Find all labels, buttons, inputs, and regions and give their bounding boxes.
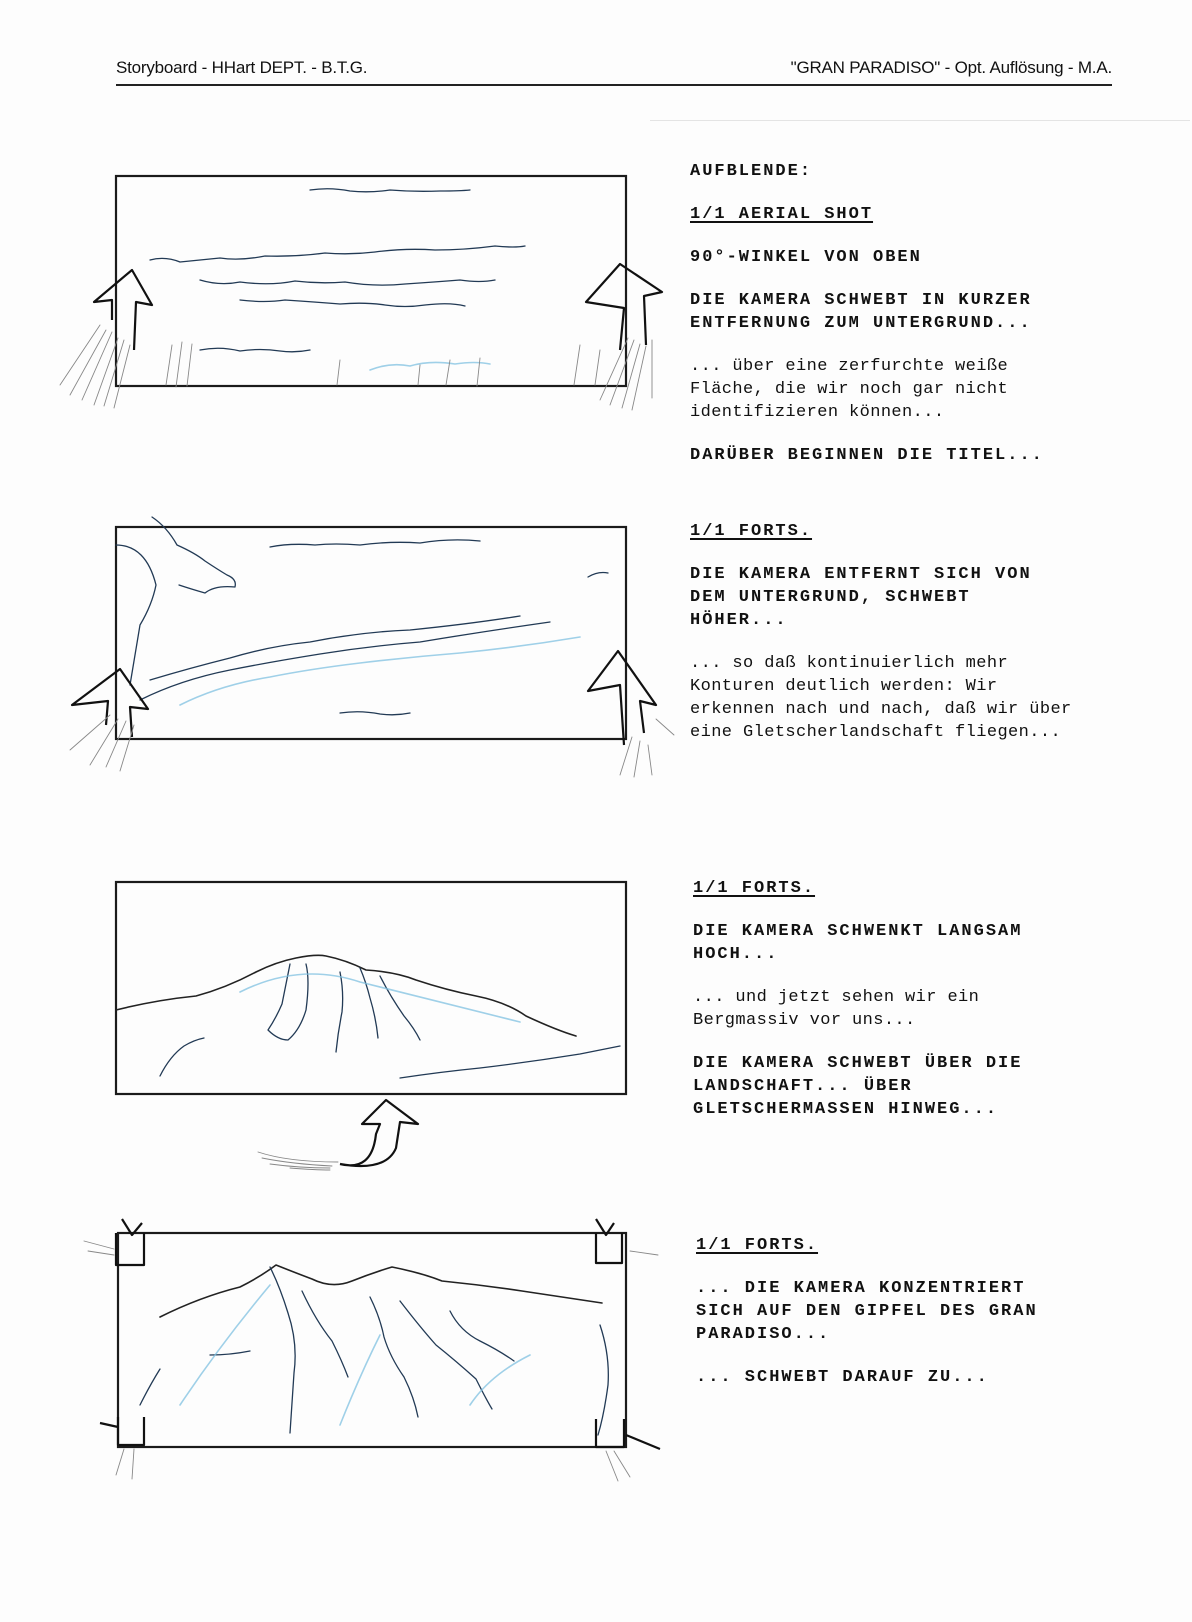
header-right-text: "GRAN PARADISO" - Opt. Auflösung - M.A. xyxy=(790,58,1112,77)
panel-2-direction: DIE KAMERA ENTFERNT SICH VON DEM UNTERGRUND, SCHWEBT HÖHER... xyxy=(690,565,1032,630)
panel-1-shot-title: 1/1 AERIAL SHOT xyxy=(690,205,874,224)
panel-1-angle: 90°-WINKEL VON OBEN xyxy=(690,248,922,267)
panel-4-text xyxy=(696,1234,1166,1409)
panel-2-description: ... so daß kontinuierlich mehr Konturen deutlich werden: Wir erkennen nach und nach, daß wir über eine Gletscherlandschaft fliegen... xyxy=(690,654,1072,742)
faint-divider xyxy=(650,120,1190,121)
panel-3-sketch xyxy=(40,862,680,1192)
panel-1-text xyxy=(690,160,1160,487)
panel-1-fade-in: AUFBLENDE: xyxy=(690,162,813,181)
page-header xyxy=(116,54,1112,86)
panel-3-shot-title: 1/1 FORTS. xyxy=(693,879,816,898)
header-left-text: Storyboard - HHart DEPT. - B.T.G. xyxy=(116,58,368,77)
panel-4-direction-2: ... SCHWEBT DARAUF ZU... xyxy=(696,1368,989,1387)
panel-3-direction: DIE KAMERA SCHWENKT LANGSAM HOCH... xyxy=(693,922,1023,964)
panel-4-direction: ... DIE KAMERA KONZENTRIERT SICH AUF DEN GIPFEL DES GRAN PARADISO... xyxy=(696,1279,1038,1344)
panel-1-sketch xyxy=(40,160,680,440)
panel-1-description: ... über eine zerfurchte weiße Fläche, die wir noch gar nicht identifizieren können... xyxy=(690,357,1009,422)
panel-4-sketch xyxy=(40,1205,680,1495)
panel-1-titles-note: DARÜBER BEGINNEN DIE TITEL... xyxy=(690,446,1044,465)
panel-3-direction-2: DIE KAMERA SCHWEBT ÜBER DIE LANDSCHAFT... ÜBER GLETSCHERMASSEN HINWEG... xyxy=(693,1054,1023,1119)
panel-3-text xyxy=(693,877,1163,1141)
panel-2-shot-title: 1/1 FORTS. xyxy=(690,522,813,541)
panel-2-sketch xyxy=(40,505,680,785)
panel-4-shot-title: 1/1 FORTS. xyxy=(696,1236,819,1255)
panel-1-direction: DIE KAMERA SCHWEBT IN KURZER ENTFERNUNG ZUM UNTERGRUND... xyxy=(690,291,1032,333)
panel-2-text xyxy=(690,520,1160,764)
panel-3-description: ... und jetzt sehen wir ein Bergmassiv vor uns... xyxy=(693,988,980,1030)
